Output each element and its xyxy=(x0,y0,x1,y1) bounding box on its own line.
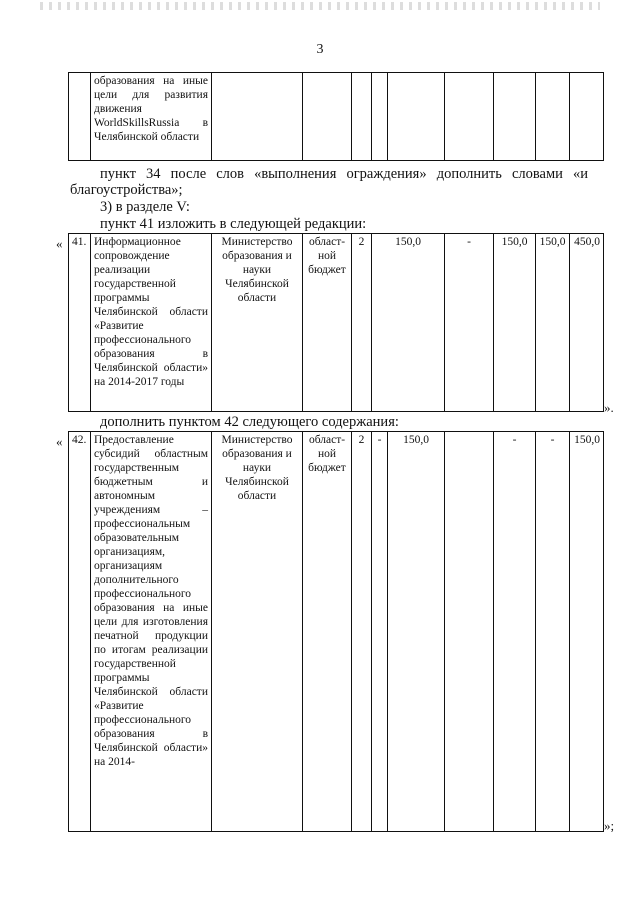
cell-y2015 xyxy=(494,73,536,161)
row41-y2017: 450,0 xyxy=(570,234,604,412)
row41-num: 41. xyxy=(69,234,91,412)
paragraph-section-v: 3) в разделе V: xyxy=(100,199,190,215)
row42-col5: - xyxy=(372,432,388,832)
row42-y2014 xyxy=(445,432,494,832)
row42-num: 42. xyxy=(69,432,91,832)
paragraph-punkt-41: пункт 41 изложить в следующей редакции: xyxy=(100,216,367,232)
row42-y2016: - xyxy=(536,432,570,832)
paragraph-punkt-34-line1: пункт 34 после слов «выполнения ограждения» дополнить словами «и xyxy=(100,166,588,182)
close-quote-42: »; xyxy=(604,818,615,833)
open-quote-41: « xyxy=(56,236,63,251)
row41-col4: 2 xyxy=(352,234,372,412)
row41-executor: Министерство образования и науки Челябинской области xyxy=(212,234,303,412)
row42-executor: Министерство образования и науки Челябинской области xyxy=(212,432,303,832)
table-row-41 xyxy=(68,233,604,412)
cell-y2016 xyxy=(536,73,570,161)
row41-total: 150,0 xyxy=(372,234,445,412)
row42-y2015: - xyxy=(494,432,536,832)
table-row-42 xyxy=(68,431,604,832)
row41-name: Информационное сопровождение реализации государственной программы Челябинской области «Развитие профессионального образования в Челябинской области» на 2014-2017 годы xyxy=(91,234,212,412)
open-quote-42: « xyxy=(56,434,63,449)
row42-y2017: 150,0 xyxy=(570,432,604,832)
top-table-fragment xyxy=(68,72,604,161)
page-number: 3 xyxy=(316,42,324,57)
cell-source xyxy=(303,73,352,161)
paragraph-punkt-42: дополнить пунктом 42 следующего содержания: xyxy=(100,414,399,430)
cell-executor xyxy=(212,73,303,161)
row41-y2015: 150,0 xyxy=(494,234,536,412)
cell-col5 xyxy=(372,73,388,161)
row42-total: 150,0 xyxy=(388,432,445,832)
row41-source: област-ной бюджет xyxy=(303,234,352,412)
row41-y2016: 150,0 xyxy=(536,234,570,412)
row41-y2014: - xyxy=(445,234,494,412)
close-quote-41: ». xyxy=(604,400,614,415)
row42-source: област-ной бюджет xyxy=(303,432,352,832)
cell-col4 xyxy=(352,73,372,161)
paragraph-punkt-34-line2: благоустройства»; xyxy=(70,182,183,198)
cell-name: образования на иные цели для развития движения WorldSkillsRussia в Челябинской области xyxy=(91,73,212,161)
cell-total xyxy=(388,73,445,161)
row42-name: Предоставление субсидий областным государственным бюджетным и автономным учреждениям – профессиональным образовательным организациям, организациям дополнительного профессионального образования на иные цели для изготовления печатной продукции по итогам реализации государственной программы Челябинской области «Развитие профессионального образования в Челябинской области» на 2014- xyxy=(91,432,212,832)
row42-col4: 2 xyxy=(352,432,372,832)
cell-y2014 xyxy=(445,73,494,161)
scan-artifact xyxy=(40,2,600,10)
cell-y2017 xyxy=(570,73,604,161)
cell-num xyxy=(69,73,91,161)
